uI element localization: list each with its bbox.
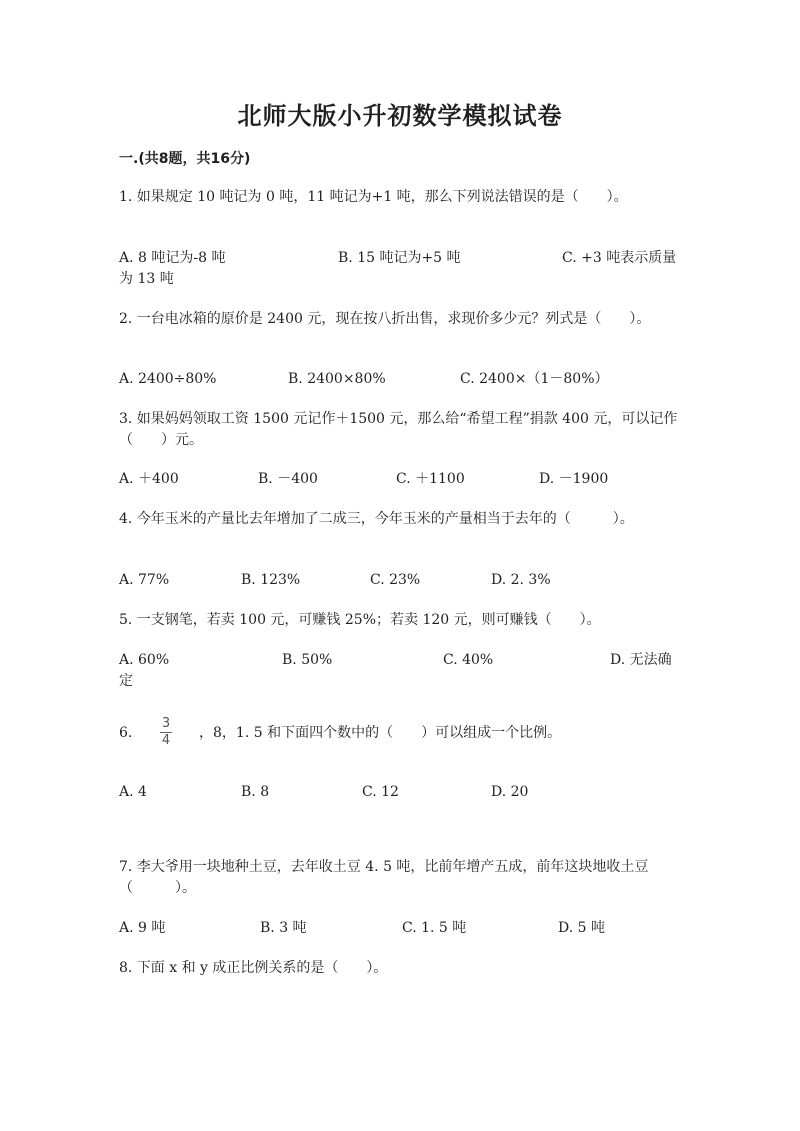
question-7-text: 7. 李大爷用一块地种土豆，去年收土豆 4. 5 吨，比前年增产五成，前年这块地收土豆（ ）。 xyxy=(119,859,649,896)
question-6-option-c[interactable]: C. 12 xyxy=(362,784,399,800)
question-5-text: 5. 一支钢笔，若卖 100 元，可赚钱 25%；若卖 120 元，则可赚钱（ ）。 xyxy=(119,612,601,628)
question-4-option-c[interactable]: C. 23% xyxy=(370,572,421,588)
question-6-number: 6. xyxy=(119,725,133,741)
question-4-option-b[interactable]: B. 123% xyxy=(241,572,301,588)
question-3-option-b[interactable]: B. －400 xyxy=(258,471,318,487)
question-5-option-c[interactable]: C. 40% xyxy=(443,652,494,668)
question-1-option-c[interactable]: C. +3 吨表示质量为 13 吨 xyxy=(119,250,677,287)
question-2-option-b[interactable]: B. 2400×80% xyxy=(288,371,386,387)
question-4-option-d[interactable]: D. 2. 3% xyxy=(491,572,551,588)
question-1-option-a[interactable]: A. 8 吨记为-8 吨 xyxy=(119,250,226,266)
question-3-option-c[interactable]: C. ＋1100 xyxy=(396,471,465,487)
question-5-option-a[interactable]: A. 60% xyxy=(119,652,170,668)
page-title: 北师大版小升初数学模拟试卷 xyxy=(237,102,563,130)
question-3-option-d[interactable]: D. －1900 xyxy=(539,471,609,487)
question-8-text: 8. 下面 x 和 y 成正比例关系的是（ ）。 xyxy=(119,960,388,976)
question-6-option-b[interactable]: B. 8 xyxy=(241,784,270,800)
question-7-option-b[interactable]: B. 3 吨 xyxy=(260,920,307,936)
question-6-text: ，8，1. 5 和下面四个数中的（ ）可以组成一个比例。 xyxy=(199,725,562,741)
question-7-option-c[interactable]: C. 1. 5 吨 xyxy=(402,920,467,936)
fraction-denominator: 4 xyxy=(161,733,171,748)
question-1-text: 1. 如果规定 10 吨记为 0 吨，11 吨记为+1 吨，那么下列说法错误的是（ ）。 xyxy=(119,189,628,205)
fraction-three-quarters xyxy=(159,717,173,748)
question-4-option-a[interactable]: A. 77% xyxy=(119,572,170,588)
question-3-option-a[interactable]: A. ＋400 xyxy=(119,471,179,487)
fraction-numerator: 3 xyxy=(161,716,171,731)
question-7-option-a[interactable]: A. 9 吨 xyxy=(119,920,166,936)
question-3-text: 3. 如果妈妈领取工资 1500 元记作＋1500 元，那么给“希望工程”捐款 400 元，可以记作（ ）元。 xyxy=(119,411,678,448)
question-2-text: 2. 一台电冰箱的原价是 2400 元，现在按八折出售，求现价多少元？列式是（ ）。 xyxy=(119,311,651,327)
section-heading: 一.(共8题，共16分) xyxy=(119,151,251,167)
question-1-option-b[interactable]: B. 15 吨记为+5 吨 xyxy=(338,250,461,266)
question-5-option-d[interactable]: D. 无法确定 xyxy=(119,652,672,689)
question-7-option-d[interactable]: D. 5 吨 xyxy=(558,920,605,936)
question-2-option-c[interactable]: C. 2400×（1－80%） xyxy=(460,371,609,387)
question-4-text: 4. 今年玉米的产量比去年增加了二成三，今年玉米的产量相当于去年的（ ）。 xyxy=(119,511,634,527)
question-6-option-d[interactable]: D. 20 xyxy=(491,784,529,800)
question-2-option-a[interactable]: A. 2400÷80% xyxy=(119,371,217,387)
question-5-option-b[interactable]: B. 50% xyxy=(282,652,333,668)
question-6-option-a[interactable]: A. 4 xyxy=(119,784,147,800)
